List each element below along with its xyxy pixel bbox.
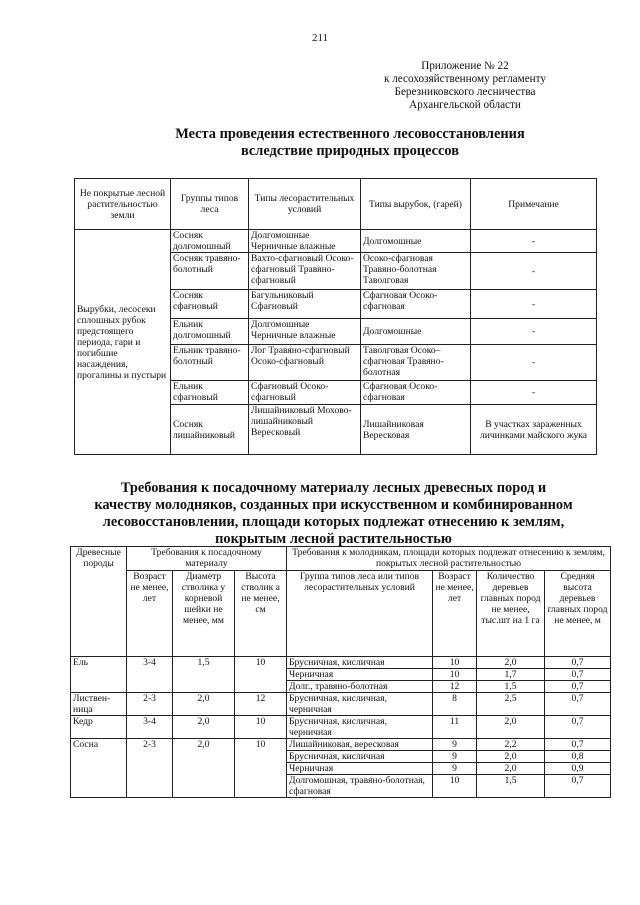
land-category-cell: Вырубки, лесосеки сплошных рубок предстоящего периода, гари и погибшие насаждения, прогалины и пустыри (75, 230, 171, 455)
cell: Сфагновый Осоко-сфагновый (249, 381, 361, 405)
title-line: Места проведения естественного лесовосстановления (175, 126, 525, 142)
cell: - (471, 253, 597, 290)
cell: Ельник травяно-болотный (171, 345, 249, 381)
cell: Долгомошные Черничные влажные (249, 319, 361, 345)
cell: 2,2 (477, 739, 545, 751)
table-row (71, 716, 611, 739)
cell: 0,7 (545, 693, 611, 716)
cell: 1,5 (173, 657, 235, 693)
header-cell: Не покрытые лесной растительностью земли (75, 179, 171, 230)
cell: Лишайниковый Мохово-лишайниковый Вересковый (249, 405, 361, 455)
appendix-line: Приложение № 22 (421, 60, 509, 72)
appendix-block (360, 60, 570, 112)
header-cell: Требования к посадочному материалу (127, 547, 287, 571)
cell: - (471, 290, 597, 319)
species-cell: Кедр (71, 716, 127, 739)
appendix-line: Березниковского лесничества (394, 86, 536, 98)
cell: Сфагновая Осоко-сфагновая (361, 290, 471, 319)
title-line: покрытым лесной растительностью (215, 531, 452, 547)
table-header-row (71, 547, 611, 571)
header-cell: Типы вырубок, (гарей) (361, 179, 471, 230)
cell: 1,5 (477, 775, 545, 798)
header-cell: Требования к молоднякам, площади которых подлежат отнесению к землям, покрытых лесной растительностью (287, 547, 611, 571)
cell: 2-3 (127, 739, 173, 798)
cell: 0,7 (545, 681, 611, 693)
title-line: лесовосстановлении, площади которых подлежат отнесению к землям, (102, 514, 565, 530)
cell: 2,0 (477, 751, 545, 763)
cell: 0,7 (545, 716, 611, 739)
cell: В участках зараженных личинками майского жука (471, 405, 597, 455)
table-header-row (71, 571, 611, 657)
cell: - (471, 230, 597, 253)
cell: 0,7 (545, 657, 611, 669)
header-cell: Высота стволик а не менее, см (235, 571, 287, 657)
header-cell: Группа типов леса или типов лесорастительных условий (287, 571, 433, 657)
title-line: Требования к посадочному материалу лесных древесных пород и (120, 480, 547, 496)
cell: 1,7 (477, 669, 545, 681)
cell: Сфагновая Осоко-сфагновая (361, 381, 471, 405)
cell: Осоко-сфагновая Травяно-болотная Таволговая (361, 253, 471, 290)
cell: 2,0 (173, 693, 235, 716)
header-cell: Диаметр стволика у корневой шейки не менее, мм (173, 571, 235, 657)
cell: Сосняк сфагновый (171, 290, 249, 319)
header-cell: Типы лесорастительных условий (249, 179, 361, 230)
cell: Ельник долгомошный (171, 319, 249, 345)
species-cell: Сосна (71, 739, 127, 798)
cell: - (471, 345, 597, 381)
cell: 12 (235, 693, 287, 716)
cell: 3-4 (127, 716, 173, 739)
cell: 10 (433, 657, 477, 669)
cell: Лишайниковая Вересковая (361, 405, 471, 455)
header-cell: Количество деревьев главных пород не менее, тыс.шт на 1 га (477, 571, 545, 657)
cell: 0,7 (545, 775, 611, 798)
cell: Долгомошные (361, 230, 471, 253)
cell: 2,0 (173, 739, 235, 798)
species-cell: Листвен-ница (71, 693, 127, 716)
cell: Таволговая Осоко–сфагновая Травяно-болотная (361, 345, 471, 381)
cell: Долгомошные (361, 319, 471, 345)
cell: - (471, 319, 597, 345)
cell: Долг., травяно-болотная (287, 681, 433, 693)
cell: Брусничная, кисличная (287, 751, 433, 763)
cell: Лог Травяно-сфагновый Осоко-сфагновый (249, 345, 361, 381)
cell: 0,8 (545, 751, 611, 763)
cell: - (471, 381, 597, 405)
cell: Брусничная, кисличная (287, 657, 433, 669)
title-line: вследствие природных процессов (240, 143, 460, 159)
cell: 10 (433, 669, 477, 681)
section-title (100, 126, 600, 160)
cell: Долгомошные Черничные влажные (249, 230, 361, 253)
cell: 9 (433, 751, 477, 763)
species-cell: Ель (71, 657, 127, 693)
header-cell: Древесные породы (71, 547, 127, 657)
cell: Долгомошная, травяно-болотная, сфагновая (287, 775, 433, 798)
title-line: качеству молодняков, созданных при искусственном и комбинированном (94, 497, 573, 513)
header-cell: Средняя высота деревьев главных пород не менее, м (545, 571, 611, 657)
section-title (56, 480, 611, 548)
cell: 2,0 (477, 716, 545, 739)
cell: Багульниковый Сфагновый (249, 290, 361, 319)
cell: 1,5 (477, 681, 545, 693)
cell: Брусничная, кисличная, черничная (287, 693, 433, 716)
planting-requirements-table (70, 546, 611, 798)
cell: 0,7 (545, 739, 611, 751)
cell: Лишайниковая, вересковая (287, 739, 433, 751)
cell: Сосняк травяно-болотный (171, 253, 249, 290)
cell: 10 (235, 657, 287, 693)
cell: Ельник сфагновый (171, 381, 249, 405)
table-row (75, 230, 597, 253)
cell: 0,7 (545, 669, 611, 681)
appendix-line: к лесохозяйственному регламенту (383, 73, 546, 85)
cell: 11 (433, 716, 477, 739)
cell: 2,0 (173, 716, 235, 739)
cell: Черничная (287, 763, 433, 775)
cell: 3-4 (127, 657, 173, 693)
cell: 0,9 (545, 763, 611, 775)
cell: 2,0 (477, 657, 545, 669)
cell: 10 (235, 716, 287, 739)
table-row (71, 739, 611, 751)
cell: 2,0 (477, 763, 545, 775)
cell: 12 (433, 681, 477, 693)
header-cell: Группы типов леса (171, 179, 249, 230)
cell: 9 (433, 763, 477, 775)
cell: 2-3 (127, 693, 173, 716)
table-header-row (75, 179, 597, 230)
cell: Вахто-сфагновый Осоко-сфагновый Травяно-сфагновый (249, 253, 361, 290)
appendix-line: Архангельской области (409, 99, 521, 111)
header-cell: Возраст не менее, лет (433, 571, 477, 657)
cell: 8 (433, 693, 477, 716)
cell: 10 (433, 775, 477, 798)
header-cell: Примечание (471, 179, 597, 230)
table-row (71, 657, 611, 669)
table-row (71, 693, 611, 716)
natural-regeneration-table (74, 178, 597, 455)
page-number: 211 (311, 32, 329, 44)
cell: Черничная (287, 669, 433, 681)
cell: Сосняк долгомошный (171, 230, 249, 253)
header-cell: Возраст не менее, лет (127, 571, 173, 657)
cell: 9 (433, 739, 477, 751)
cell: 2,5 (477, 693, 545, 716)
cell: 10 (235, 739, 287, 798)
cell: Сосняк лишайниковый (171, 405, 249, 455)
cell: Брусничная, кисличная, черничная (287, 716, 433, 739)
